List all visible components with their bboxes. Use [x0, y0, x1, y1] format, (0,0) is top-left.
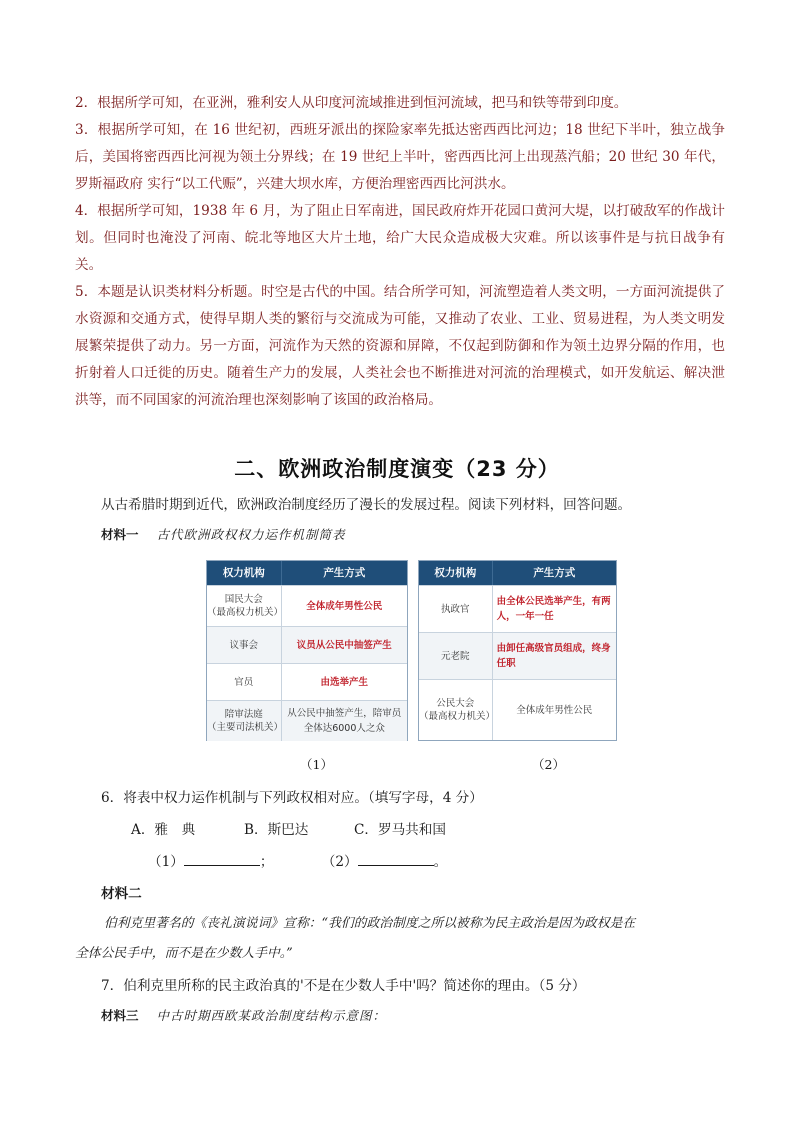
option-c: C．罗马共和国 [354, 822, 446, 838]
table-1-caption: （1） [300, 757, 333, 772]
row-method: 由卸任高级官员组成，终身任职 [496, 643, 611, 669]
row-method: 议员从公民中抽签产生 [296, 639, 392, 651]
row-org: 陪审法庭 （主要司法机关） [207, 701, 282, 741]
table-rome [418, 560, 617, 741]
table-row [419, 585, 616, 632]
row-method: 由全体公民选举产生，有两人，一年一任 [496, 596, 611, 622]
answer-5: 5．本题是认识类材料分析题。时空是古代的中国。结合所学可知，河流塑造着人类文明，一方面河流提供了水资源和交通方式，使得早期人类的繁衍与交流成为可能，又推动了农业、工业、贸易进程，为人类文明发展繁荣提供了动力。另一方面，河流作为天然的资源和屏障，不仅起到防御和作为领土边界分隔的作用，也折射着人口迁徙的历史。随着生产力的发展，人类社会也不断推进对河流的治理模式，如开发航运、解决泄洪等，而不同国家的河流治理也深刻影响了该国的政治格局。 [75, 284, 725, 408]
row-method: 全体成年男性公民 [306, 600, 383, 612]
material-1-line [101, 525, 346, 543]
blank-2-input[interactable] [358, 865, 434, 866]
option-b: B．斯巴达 [244, 822, 309, 838]
material-3-text: 中古时期西欧某政治制度结构示意图： [156, 1008, 387, 1023]
material-1-text: 古代欧洲政权权力运作机制简表 [156, 527, 346, 542]
table-header [207, 561, 407, 585]
row-org: 议事会 [207, 627, 282, 663]
question-6: 6．将表中权力运作机制与下列政权相对应。（填写字母，4 分） [101, 790, 483, 806]
blank-end: 。 [433, 854, 448, 870]
header-org: 权力机构 [207, 561, 282, 585]
table-row [419, 679, 616, 740]
material-2-line-1: 伯利克里著名的《丧礼演说词》宣称：“我们的政治制度之所以被称为民主政治是因为政权是在 [104, 916, 636, 931]
blank-1-input[interactable] [184, 865, 260, 866]
table-athens [206, 560, 408, 741]
table-row [207, 700, 407, 741]
answer-line-q6 [148, 850, 447, 870]
answer-block [75, 90, 725, 414]
section-title: 二、欧洲政治制度演变（23 分） [234, 457, 560, 481]
row-org: 官员 [207, 664, 282, 700]
row-method: 全体成年男性公民 [516, 704, 593, 716]
material-3-label: 材料三 [101, 1008, 139, 1023]
question-7: 7．伯利克里所称的民主政治真的'不是在少数人手中'吗？简述你的理由。（5 分） [101, 978, 586, 994]
table-row [207, 663, 407, 700]
header-org: 权力机构 [419, 561, 493, 585]
table-row [419, 632, 616, 679]
header-method: 产生方式 [533, 566, 576, 579]
option-a: A．雅 典 [131, 822, 196, 838]
answer-4: 4．根据所学可知，1938 年 6 月，为了阻止日军南进，国民政府炸开花园口黄河大堤，以打破敌军的作战计划。但同时也淹没了河南、皖北等地区大片土地，给广大民众造成极大灾难。所以该事件是与抗日战争有关。 [75, 203, 725, 273]
blank-separator: ； [259, 854, 274, 870]
row-org: 元老院 [419, 633, 493, 679]
material-1-label: 材料一 [101, 527, 139, 542]
header-method: 产生方式 [323, 566, 366, 579]
answer-2: 2．根据所学可知，在亚洲，雅利安人从印度河流域推进到恒河流域，把马和铁等带到印度。 [75, 95, 628, 111]
table-2-caption: （2） [532, 757, 565, 772]
table-header [419, 561, 616, 585]
row-org: 国民大会 （最高权力机关） [207, 586, 282, 626]
table-row [207, 626, 407, 663]
blank-2-label: （2） [321, 854, 358, 870]
row-org: 公民大会 （最高权力机关） [419, 680, 493, 740]
row-method: 由选举产生 [320, 676, 369, 688]
section-intro: 从古希腊时期到近代，欧洲政治制度经历了漫长的发展过程。阅读下列材料，回答问题。 [101, 497, 632, 513]
table-row [207, 585, 407, 626]
row-org: 执政官 [419, 586, 493, 632]
answer-3: 3．根据所学可知，在 16 世纪初，西班牙派出的探险家率先抵达密西西比河边；18 世纪下半叶，独立战争后，美国将密西西比河视为领土分界线；在 19 世纪上半叶，密西西比河上出现蒸汽船；20 世纪 30 年代，罗斯福政府 实行“以工代赈”，兴建大坝水库，方便治理密西西比河洪水。 [75, 122, 725, 192]
row-method: 从公民中抽签产生，陪审员全体达6000人之众 [287, 708, 402, 734]
material-2-label: 材料二 [101, 886, 142, 902]
material-2-line-2: 全体公民手中，而不是在少数人手中。” [75, 946, 293, 961]
material-3-line [101, 1006, 386, 1024]
blank-1-label: （1） [148, 854, 184, 870]
